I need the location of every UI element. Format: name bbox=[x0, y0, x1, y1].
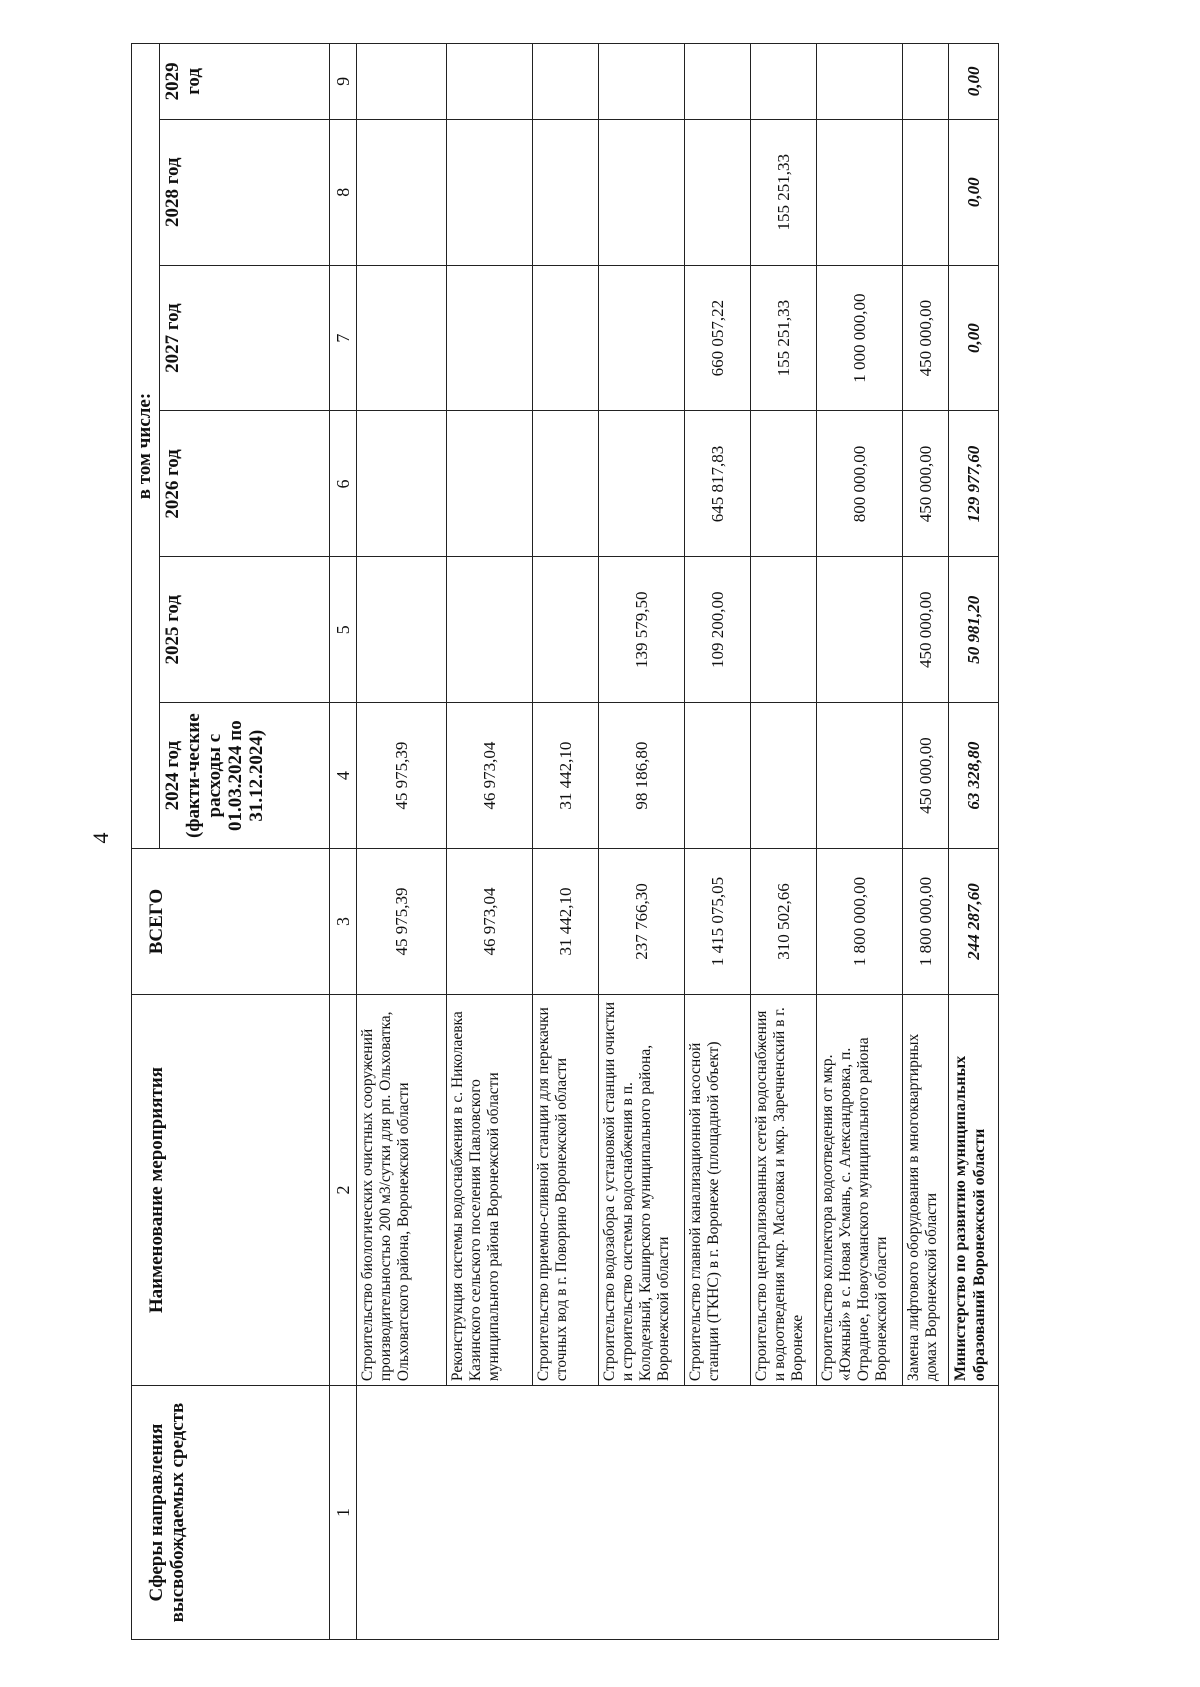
total-value: 1 415 075,05 bbox=[685, 849, 751, 995]
value-2024: 450 000,00 bbox=[903, 703, 949, 849]
header-including: в том числе: bbox=[132, 44, 160, 849]
total-value: 45 975,39 bbox=[357, 849, 447, 995]
value-2027: 0,00 bbox=[949, 265, 999, 411]
value-2027 bbox=[357, 265, 447, 411]
value-2027 bbox=[599, 265, 685, 411]
total-value: 1 800 000,00 bbox=[817, 849, 903, 995]
col-number: 1 bbox=[330, 1386, 357, 1640]
column-numbers-row bbox=[330, 44, 357, 1640]
header-total: ВСЕГО bbox=[132, 849, 330, 995]
event-name: Строительство коллектора водоотведения от мкр. «Южный» в с. Новая Усмань, с. Александровка, п. Отрадное, Новоусманского муниципального района Воронежской области bbox=[817, 994, 903, 1385]
total-value: 46 973,04 bbox=[447, 849, 533, 995]
value-2025: 139 579,50 bbox=[599, 557, 685, 703]
value-2024 bbox=[817, 703, 903, 849]
event-name: Строительство водозабора с установкой станции очистки и строительство системы водоснабжения в п. Колодезный, Каширского муниципального района, Воронежской области bbox=[599, 994, 685, 1385]
header-2025: 2025 год bbox=[160, 557, 330, 703]
value-2025: 450 000,00 bbox=[903, 557, 949, 703]
header-2027: 2027 год bbox=[160, 265, 330, 411]
col-number: 5 bbox=[330, 557, 357, 703]
value-2024: 63 328,80 bbox=[949, 703, 999, 849]
header-event-name: Наименование мероприятия bbox=[132, 994, 330, 1385]
value-2024: 46 973,04 bbox=[447, 703, 533, 849]
value-2028 bbox=[599, 119, 685, 265]
value-2027 bbox=[447, 265, 533, 411]
value-2024: 31 442,10 bbox=[533, 703, 599, 849]
header-2026: 2026 год bbox=[160, 411, 330, 557]
value-2029 bbox=[357, 44, 447, 120]
page-number: 4 bbox=[88, 832, 113, 844]
total-value: 310 502,66 bbox=[751, 849, 817, 995]
value-2027: 155 251,33 bbox=[751, 265, 817, 411]
rotated-table-page bbox=[131, 43, 1106, 1640]
value-2029 bbox=[533, 44, 599, 120]
event-name: Реконструкция системы водоснабжения в с. Николаевка Казинского сельского поселения Павловского муниципального района Воронежской области bbox=[447, 994, 533, 1385]
col-number: 2 bbox=[330, 994, 357, 1385]
value-2025 bbox=[357, 557, 447, 703]
value-2028 bbox=[685, 119, 751, 265]
total-value: 244 287,60 bbox=[949, 849, 999, 995]
value-2027: 450 000,00 bbox=[903, 265, 949, 411]
value-2026 bbox=[599, 411, 685, 557]
value-2029: 0,00 bbox=[949, 44, 999, 120]
value-2026: 800 000,00 bbox=[817, 411, 903, 557]
total-value: 31 442,10 bbox=[533, 849, 599, 995]
value-2027: 660 057,22 bbox=[685, 265, 751, 411]
value-2024 bbox=[685, 703, 751, 849]
header-2028: 2028 год bbox=[160, 119, 330, 265]
value-2028 bbox=[447, 119, 533, 265]
col-number: 9 bbox=[330, 44, 357, 120]
col-number: 3 bbox=[330, 849, 357, 995]
value-2028 bbox=[533, 119, 599, 265]
value-2028 bbox=[903, 119, 949, 265]
value-2026: 450 000,00 bbox=[903, 411, 949, 557]
value-2028: 155 251,33 bbox=[751, 119, 817, 265]
ministry-name: Министерство по развитию муниципальных образований Воронежской области bbox=[949, 994, 999, 1385]
value-2024: 98 186,80 bbox=[599, 703, 685, 849]
total-value: 237 766,30 bbox=[599, 849, 685, 995]
col-number: 4 bbox=[330, 703, 357, 849]
value-2025 bbox=[533, 557, 599, 703]
value-2024 bbox=[751, 703, 817, 849]
value-2029 bbox=[685, 44, 751, 120]
value-2024: 45 975,39 bbox=[357, 703, 447, 849]
value-2026 bbox=[357, 411, 447, 557]
value-2025 bbox=[447, 557, 533, 703]
value-2025 bbox=[751, 557, 817, 703]
value-2027 bbox=[533, 265, 599, 411]
col-number: 8 bbox=[330, 119, 357, 265]
value-2028: 0,00 bbox=[949, 119, 999, 265]
event-name: Замена лифтового оборудования в многоквартирных домах Воронежской области bbox=[903, 994, 949, 1385]
sphere-cell bbox=[357, 1386, 999, 1640]
value-2025: 50 981,20 bbox=[949, 557, 999, 703]
value-2029 bbox=[751, 44, 817, 120]
value-2026: 129 977,60 bbox=[949, 411, 999, 557]
header-2024: 2024 год (факти-ческие расходы с 01.03.2024 по 31.12.2024) bbox=[160, 703, 330, 849]
col-number: 7 bbox=[330, 265, 357, 411]
value-2026: 645 817,83 bbox=[685, 411, 751, 557]
value-2027: 1 000 000,00 bbox=[817, 265, 903, 411]
funds-table bbox=[131, 43, 999, 1640]
value-2029 bbox=[599, 44, 685, 120]
event-name: Строительство биологических очистных сооружений производительностью 200 м3/сутки для рп. Ольховатка, Ольховатского района, Воронежской области bbox=[357, 994, 447, 1385]
value-2029 bbox=[903, 44, 949, 120]
total-value: 1 800 000,00 bbox=[903, 849, 949, 995]
value-2029 bbox=[447, 44, 533, 120]
table-row bbox=[357, 44, 447, 1640]
value-2028 bbox=[817, 119, 903, 265]
event-name: Строительство главной канализационной насосной станции (ГКНС) в г. Воронеже (площадной объект) bbox=[685, 994, 751, 1385]
header-2029: 2029 год bbox=[160, 44, 330, 120]
event-name: Строительство приемно-сливной станции для перекачки сточных вод в г. Поворино Воронежской области bbox=[533, 994, 599, 1385]
value-2025 bbox=[817, 557, 903, 703]
value-2026 bbox=[533, 411, 599, 557]
header-sphere: Сферы направления высвобождаемых средств bbox=[132, 1386, 330, 1640]
value-2026 bbox=[751, 411, 817, 557]
event-name: Строительство централизованных сетей водоснабжения и водоотведения мкр. Масловка и мкр. Заречненский в г. Воронеже bbox=[751, 994, 817, 1385]
value-2028 bbox=[357, 119, 447, 265]
value-2025: 109 200,00 bbox=[685, 557, 751, 703]
col-number: 6 bbox=[330, 411, 357, 557]
value-2026 bbox=[447, 411, 533, 557]
value-2029 bbox=[817, 44, 903, 120]
